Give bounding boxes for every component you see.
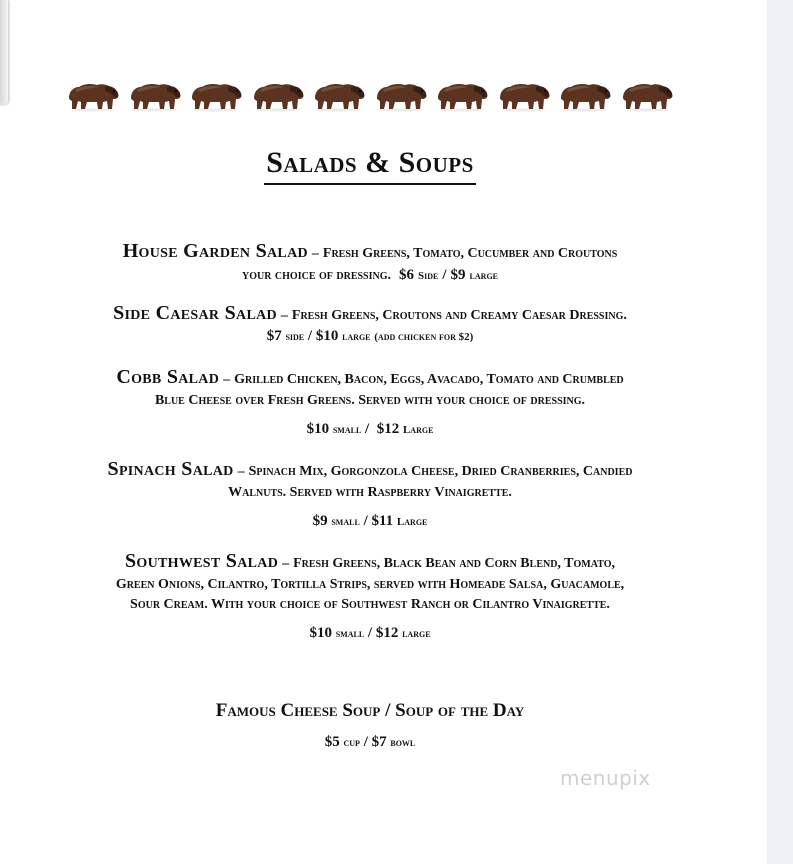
bear-icon	[434, 78, 490, 112]
item-price: $10	[306, 421, 330, 437]
item-dash: –	[280, 308, 288, 323]
menu-item-southwest-salad	[40, 550, 700, 642]
watermark-logo: menupix	[560, 766, 651, 790]
item-description: Sour Cream. With your choice of Southwest Ranch or Cilantro Vinaigrette.	[130, 597, 610, 612]
bear-icon	[557, 78, 613, 112]
item-dash: –	[282, 556, 290, 571]
bear-icon	[127, 78, 183, 112]
item-name: House Garden Salad	[122, 240, 308, 262]
menu-item-house-garden-salad	[40, 240, 700, 284]
item-price: $6	[399, 267, 415, 283]
item-price: $10	[309, 625, 332, 641]
item-price: $7	[371, 734, 387, 750]
item-description: Fresh Greens, Croutons and Creamy Caesar Dressing.	[291, 308, 627, 323]
price-separator: /	[363, 734, 368, 750]
item-price: $12	[375, 625, 399, 641]
page-edge-shadow	[0, 0, 8, 105]
item-price: $11	[371, 513, 394, 529]
item-description: Green Onions, Cilantro, Tortilla Strips, served with Homeade Salsa, Guacamole,	[115, 577, 625, 592]
item-description: Grilled Chicken, Bacon, Eggs, Avacado, Tomato and Crumbled	[234, 372, 624, 387]
item-size: Large	[396, 516, 428, 528]
item-description: Spinach Mix, Gorgonzola Cheese, Dried Cranberries, Candied	[248, 464, 633, 479]
item-dash: –	[223, 372, 231, 387]
bear-icon	[188, 78, 244, 112]
bear-icon	[250, 78, 306, 112]
price-separator: /	[367, 625, 373, 641]
item-size: Side	[418, 270, 439, 282]
item-description: Walnuts. Served with Raspberry Vinaigrette.	[228, 485, 512, 500]
price-separator: /	[307, 328, 313, 344]
item-name: Famous Cheese Soup / Soup of the Day	[215, 700, 525, 721]
item-size: cup	[343, 737, 360, 749]
bear-icon	[65, 78, 121, 112]
bear-icon	[496, 78, 552, 112]
item-size: Large	[402, 424, 434, 436]
item-note: (add chicken for $2)	[374, 331, 474, 343]
item-size: bowl	[390, 737, 416, 749]
page-title: Salads & Soups	[264, 146, 476, 185]
item-description: Fresh Greens, Black Bean and Corn Blend, Tomato,	[293, 556, 615, 571]
item-price: $9	[450, 267, 466, 283]
item-description: Blue Cheese over Fresh Greens. Served with your choice of dressing.	[154, 393, 586, 408]
item-size: large	[469, 270, 498, 282]
item-price: $5	[324, 734, 340, 750]
menu-header	[0, 146, 740, 185]
item-name: Side Caesar Salad	[113, 302, 277, 324]
item-size: small	[332, 424, 362, 436]
item-size: small	[331, 516, 360, 528]
item-price: $9	[312, 513, 328, 529]
menu-item-cobb-salad	[40, 366, 700, 438]
item-size: side	[285, 331, 305, 343]
bear-icon	[619, 78, 675, 112]
item-name: Spinach Salad	[107, 458, 234, 480]
item-size: small	[335, 628, 365, 640]
item-description: Fresh Greens, Tomato, Cucumber and Croutons	[322, 246, 618, 261]
item-description: your choice of dressing.	[241, 268, 392, 283]
price-separator: /	[365, 421, 370, 437]
item-dash: –	[311, 246, 319, 261]
menu-item-spinach-salad	[40, 458, 700, 530]
bear-icon	[373, 78, 429, 112]
item-dash: –	[237, 464, 245, 479]
item-name: Southwest Salad	[125, 550, 279, 572]
bear-icon	[311, 78, 367, 112]
item-size: large	[402, 628, 431, 640]
price-separator: /	[442, 267, 447, 283]
price-separator: /	[363, 513, 368, 529]
item-price: $7	[266, 328, 282, 344]
right-margin-strip	[766, 0, 793, 864]
bear-border	[65, 76, 675, 112]
menu-item-soup	[40, 700, 700, 751]
item-name: Cobb Salad	[116, 366, 220, 388]
menu-item-side-caesar-salad	[40, 302, 700, 345]
item-size: large	[342, 331, 371, 343]
item-price: $12	[376, 421, 400, 437]
item-price: $10	[315, 328, 339, 344]
